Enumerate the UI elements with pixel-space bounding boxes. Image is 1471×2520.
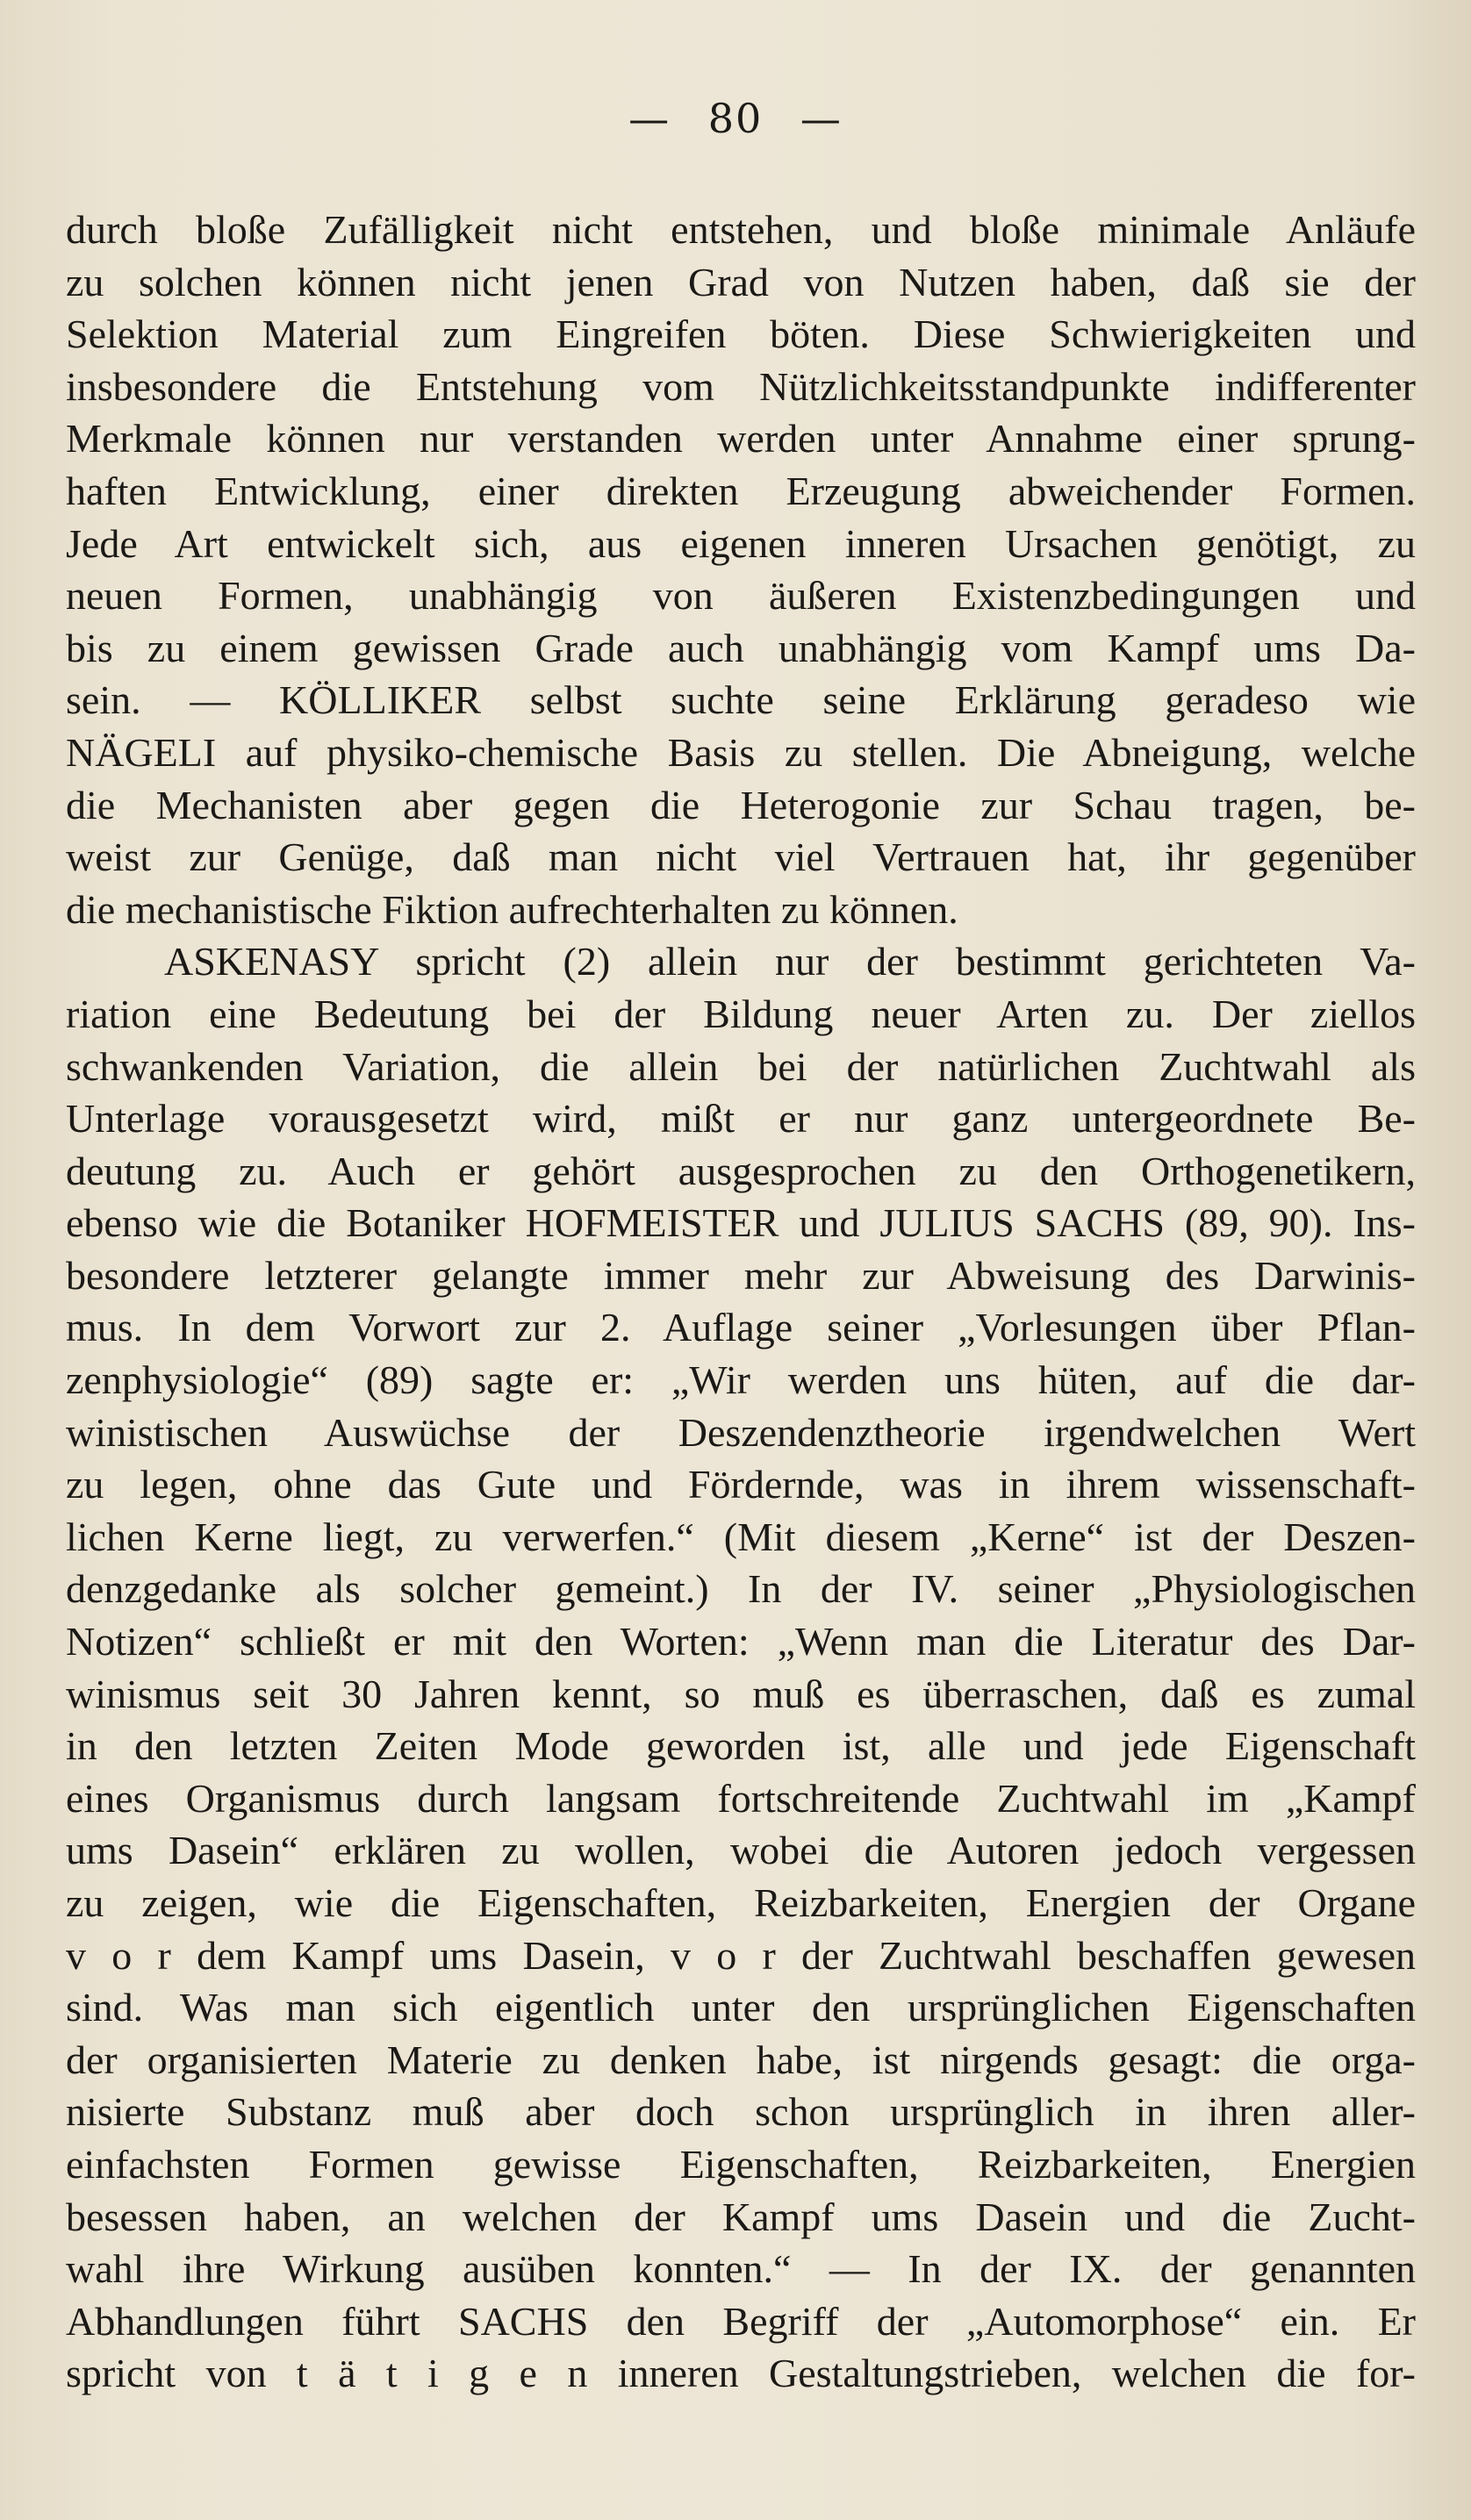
header-dash-right: —	[800, 95, 843, 142]
text-line: Abhandlungen führt SACHS den Begriff der „Automorphose“ ein. Er	[66, 2298, 1416, 2344]
text-line: zu legen, ohne das Gute und Fördernde, was in ihrem wissenschaft-	[66, 1462, 1416, 1507]
text-line: zu solchen können nicht jenen Grad von Nutzen haben, daß sie der	[66, 259, 1416, 304]
header-dash-left: —	[628, 95, 671, 142]
text-line: die Mechanisten aber gegen die Heterogonie zur Schau tragen, be-	[66, 782, 1416, 827]
text-line: schwankenden Variation, die allein bei der natürlichen Zuchtwahl als	[66, 1043, 1416, 1089]
text-line: nisierte Substanz muß aber doch schon ursprünglich in ihren aller-	[66, 2089, 1416, 2135]
text-line: sind. Was man sich eigentlich unter den ursprünglichen Eigenschaften	[66, 1985, 1416, 2030]
text-line: zu zeigen, wie die Eigenschaften, Reizbarkeiten, Energien der Organe	[66, 1880, 1416, 1925]
text-line: zenphysiologie“ (89) sagte er: „Wir werden uns hüten, auf die dar-	[66, 1357, 1416, 1403]
text-line: in den letzten Zeiten Mode geworden ist, alle und jede Eigenschaft	[66, 1723, 1416, 1769]
text-line: Unterlage vorausgesetzt wird, mißt er nur ganz untergeordnete Be-	[66, 1096, 1416, 1142]
text-line: ums Dasein“ erklären zu wollen, wobei die Autoren jedoch vergessen	[66, 1828, 1416, 1873]
text-line: Merkmale können nur verstanden werden unter Annahme einer sprung-	[66, 416, 1416, 462]
text-line: insbesondere die Entstehung vom Nützlichkeitsstandpunkte indifferenter	[66, 363, 1416, 409]
text-line: ebenso wie die Botaniker HOFMEISTER und JULIUS SACHS (89, 90). Ins-	[66, 1200, 1416, 1246]
text-line: spricht von t ä t i g e n inneren Gestaltungstrieben, welchen die for-	[66, 2351, 1416, 2396]
text-line: Jede Art entwickelt sich, aus eigenen inneren Ursachen genötigt, zu	[66, 520, 1416, 566]
text-line: denzgedanke als solcher gemeint.) In der IV. seiner „Physiologischen	[66, 1566, 1416, 1612]
text-line: durch bloße Zufälligkeit nicht entstehen, und bloße minimale Anläufe	[66, 207, 1416, 252]
text-line: eines Organismus durch langsam fortschreitende Zuchtwahl im „Kampf	[66, 1775, 1416, 1821]
text-line: der organisierten Materie zu denken habe, ist nirgends gesagt: die orga-	[66, 2037, 1416, 2082]
text-line: winismus seit 30 Jahren kennt, so muß es überraschen, daß es zumal	[66, 1671, 1416, 1716]
text-line: bis zu einem gewissen Grade auch unabhängig vom Kampf ums Da-	[66, 625, 1416, 670]
text-line: riation eine Bedeutung bei der Bildung neuer Arten zu. Der ziellos	[66, 991, 1416, 1036]
text-line: mus. In dem Vorwort zur 2. Auflage seiner „Vorlesungen über Pflan-	[66, 1305, 1416, 1350]
text-line: einfachsten Formen gewisse Eigenschaften, Reizbarkeiten, Energien	[66, 2141, 1416, 2187]
page-number: 80	[707, 95, 764, 142]
text-line: ASKENASY spricht (2) allein nur der bestimmt gerichteten Va-	[164, 939, 1416, 984]
text-line: wahl ihre Wirkung ausüben konnten.“ — In der IX. der genannten	[66, 2246, 1416, 2292]
text-line: Selektion Material zum Eingreifen böten. Diese Schwierigkeiten und	[66, 311, 1416, 357]
text-line: haften Entwicklung, einer direkten Erzeugung abweichender Formen.	[66, 468, 1416, 513]
text-line: besessen haben, an welchen der Kampf ums Dasein und die Zucht-	[66, 2194, 1416, 2239]
text-line: sein. — KÖLLIKER selbst suchte seine Erklärung geradeso wie	[66, 677, 1416, 723]
text-line: Notizen“ schließt er mit den Worten: „Wenn man die Literatur des Dar-	[66, 1619, 1416, 1664]
text-line: besondere letzterer gelangte immer mehr zur Abweisung des Darwinis-	[66, 1252, 1416, 1298]
text-line: weist zur Genüge, daß man nicht viel Vertrauen hat, ihr gegenüber	[66, 834, 1416, 880]
text-line: winistischen Auswüchse der Deszendenztheorie irgendwelchen Wert	[66, 1409, 1416, 1455]
page-header	[0, 95, 1471, 142]
text-line: lichen Kerne liegt, zu verwerfen.“ (Mit diesem „Kerne“ ist der Deszen-	[66, 1514, 1416, 1559]
text-line: neuen Formen, unabhängig von äußeren Existenzbedingungen und	[66, 573, 1416, 619]
body-text	[66, 204, 1416, 2400]
text-line: die mechanistische Fiktion aufrechterhalten zu können.	[66, 886, 958, 932]
text-line: NÄGELI auf physiko-chemische Basis zu stellen. Die Abneigung, welche	[66, 729, 1416, 775]
text-line: v o r dem Kampf ums Dasein, v o r der Zuchtwahl beschaffen gewesen	[66, 1932, 1416, 1978]
text-line: deutung zu. Auch er gehört ausgesprochen zu den Orthogenetikern,	[66, 1148, 1416, 1193]
